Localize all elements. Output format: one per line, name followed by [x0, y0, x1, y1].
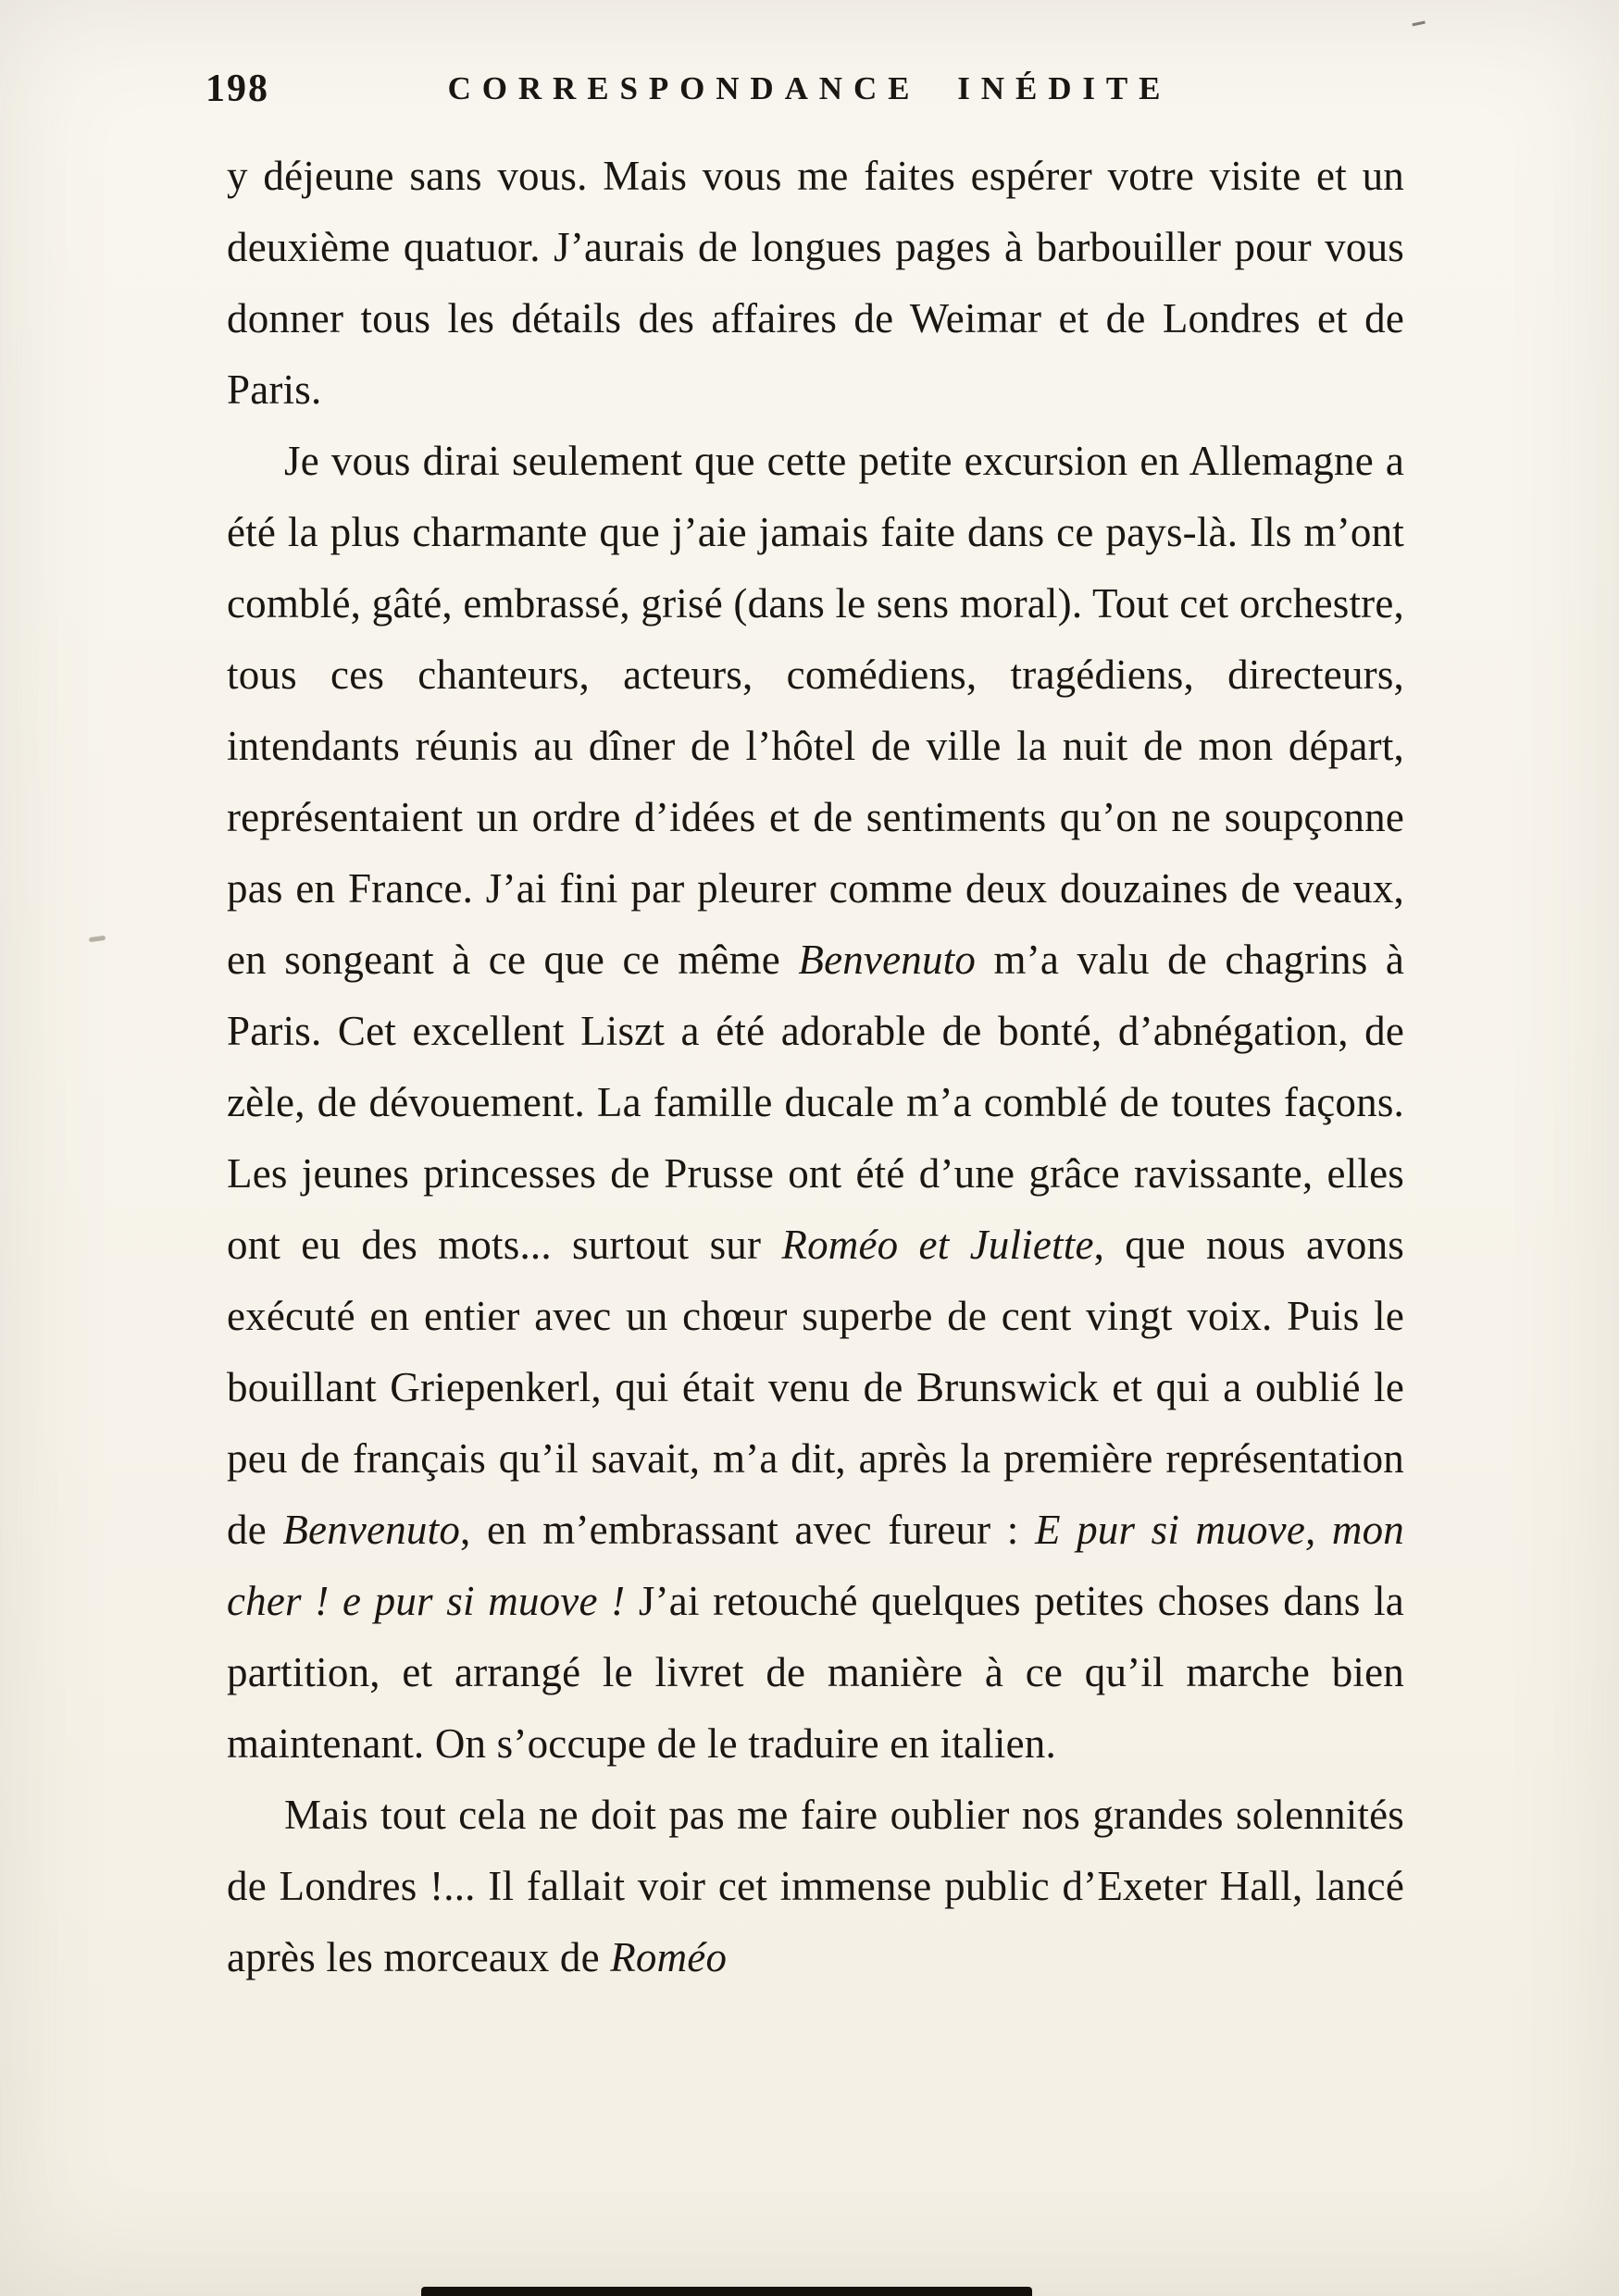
scan-speck-icon [89, 936, 106, 942]
page-header [0, 67, 1619, 122]
italic-text-run: E pur si muove, mon cher ! e pur si muove ! [227, 1507, 1404, 1624]
text-run: m’a valu de chagrins à Paris. Cet excellent Liszt a été adorable de bonté, d’abnégation, de zèle, de dévouement. La famille ducale m’a comblé de toutes façons. Les jeunes princesses de Prusse ont été d’une grâce ravissante, elles ont eu des mots... surtout sur [227, 937, 1404, 1268]
text-run: , que nous avons exécuté en entier avec un chœur superbe de cent vingt voix. Puis le bouillant Griepenkerl, qui était venu de Brunswick et qui a oublié le peu de français qu’il savait, m’a dit, après la première représentation de [227, 1222, 1405, 1553]
text-run: Je vous dirai seulement que cette petite excursion en Allemagne a été la plus charmante que j’aie jamais faite dans ce pays-là. Ils m’ont comblé, gâté, embrassé, grisé (dans le sens moral). Tout cet orchestre, tous ces chanteurs, acteurs, comédiens, tragédiens, directeurs, intendants réunis au dîner de l’hôtel de ville la nuit de mon départ, représentaient un ordre d’idées et de sentiments qu’on ne soupçonne pas en France. J’ai fini par pleurer comme deux douzaines de veaux, en songeant à ce que ce même [227, 438, 1404, 983]
paragraph-excursion-allemagne [227, 426, 1404, 1780]
text-run: J’ai retouché quelques petites choses dans la partition, et arrangé le livret de manière à ce qu’il marche bien maintenant. On s’occupe de le traduire en italien. [227, 1578, 1404, 1767]
text-run: y déjeune sans vous. Mais vous me faites espérer votre visite et un deuxième quatuor. J’aurais de longues pages à barbouiller pour vous donner tous les détails des affaires de Weimar et de Londres et de Paris. [227, 153, 1404, 413]
text-run: Mais tout cela ne doit pas me faire oublier nos grandes solennités de Londres !... Il fallait voir cet immense public d’Exeter Hall, lancé après les morceaux de [227, 1792, 1404, 1980]
scan-speck-icon [1411, 16, 1426, 27]
italic-text-run: Benvenuto [282, 1507, 461, 1553]
running-title: CORRESPONDANCE INÉDITE [447, 70, 1172, 106]
page-body [227, 141, 1404, 1993]
italic-text-run: Roméo [610, 1934, 728, 1980]
page-number: 198 [205, 68, 269, 110]
italic-text-run: Roméo et Juliette [781, 1222, 1094, 1268]
text-run: , en m’embrassant avec fureur : [460, 1507, 1035, 1553]
scan-edge-artifact [421, 2287, 1032, 2296]
paragraph-solennites-londres [227, 1780, 1404, 1993]
italic-text-run: Benvenuto [798, 937, 977, 983]
paragraph-continuation [227, 141, 1404, 426]
